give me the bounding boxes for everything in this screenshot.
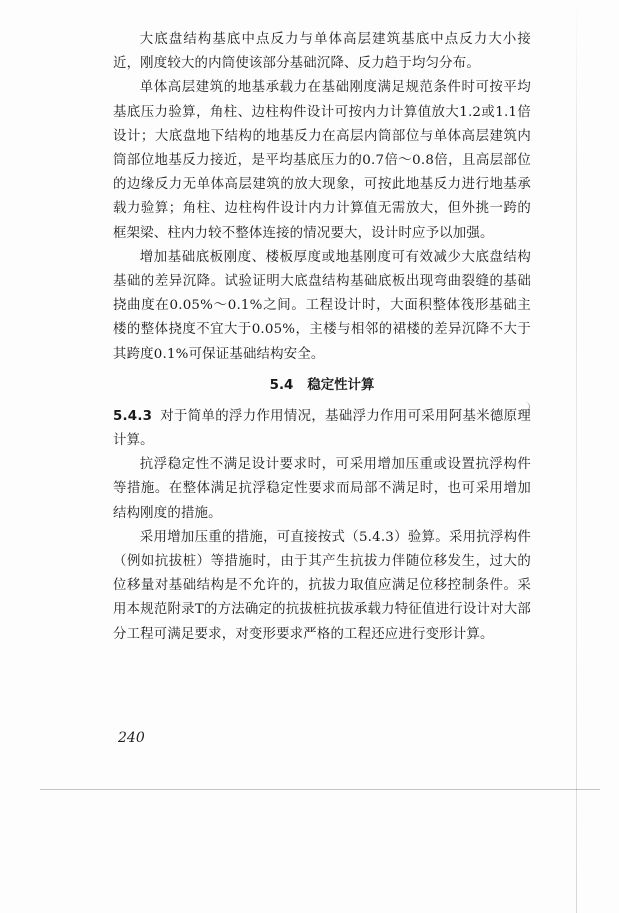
paragraph: 抗浮稳定性不满足设计要求时，可采用增加压重或设置抗浮构件等措施。在整体满足抗浮稳定性要求而局部不满足时，也可采用增加结构刚度的措施。: [113, 457, 531, 521]
paragraph: 单体高层建筑的地基承载力在基础刚度满足规范条件时可按平均基底压力验算，角柱、边柱构件设计可按内力计算值放大1.2或1.1倍设计；大底盘地下结构的地基反力在高层内筒部位与单体高层建筑内筒部位地基反力接近，是平均基底压力的0.7倍～0.8倍，且高层部位的边缘反力无单体高层建筑的放大现象，可按此地基反力进行地基承载力验算；角柱、边柱构件设计内力计算值无需放大，但外挑一跨的框架梁、柱内力较不整体连接的情况要大，设计时应予以加强。: [113, 80, 531, 241]
paragraph: 大底盘结构基底中点反力与单体高层建筑基底中点反力大小接近，刚度较大的内筒使该部分基础沉降、反力趋于均匀分布。: [113, 32, 531, 72]
clause-number: 5.4.3: [113, 408, 153, 424]
paragraph: 采用增加压重的措施，可直接按式（5.4.3）验算。采用抗浮构件（例如抗拔桩）等措施时，由于其产生抗拔力伴随位移发生，过大的位移量对基础结构是不允许的，抗拔力取值应满足位移控制条件。采用本规范附录T的方法确定的抗拔桩抗拔承载力特征值进行设计对大部分工程可满足要求，对变形要求严格的工程还应进行变形计算。: [113, 529, 531, 642]
scan-bottom-edge: [40, 789, 600, 790]
clause-paragraph: [113, 405, 531, 453]
scan-edge-line: [576, 0, 577, 913]
paragraph: 增加基础底板刚度、楼板厚度或地基刚度可有效减少大底盘结构基础的差异沉降。试验证明大底盘结构基础底板出现弯曲裂缝的基础挠曲度在0.05%～0.1%之间。工程设计时，大面积整体筏形基础主楼的整体挠度不宜大于0.05%，主楼与相邻的裙楼的差异沉降不大于其跨度0.1%可保证基础结构安全。: [113, 249, 531, 362]
section-title: 稳定性计算: [307, 377, 375, 393]
clause-text: 对于简单的浮力作用情况，基础浮力作用可采用阿基米德原理计算。: [113, 408, 531, 449]
section-heading: [113, 375, 531, 397]
body-text: [113, 28, 531, 647]
section-number: 5.4: [269, 377, 294, 393]
page-number: 240: [118, 730, 145, 746]
